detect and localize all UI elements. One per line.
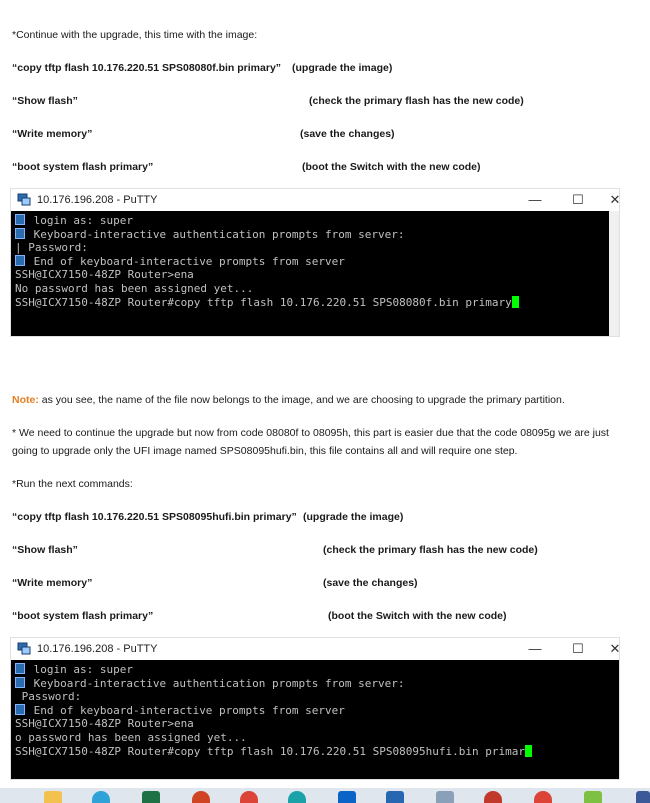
putty-window-1[interactable]: [10, 188, 620, 337]
terminal-scrollbar[interactable]: [609, 211, 619, 336]
note-paragraph: [12, 394, 565, 406]
chrome-icon[interactable]: [240, 791, 258, 803]
putty-icon: [17, 193, 31, 206]
file-explorer-icon[interactable]: [44, 791, 62, 803]
command-description: (boot the Switch with the new code): [328, 610, 507, 622]
terminal-line: Password:: [21, 690, 82, 704]
window-title: 10.176.196.208 - PuTTY: [37, 194, 158, 206]
maximize-button[interactable]: ☐: [572, 192, 584, 207]
putty-small-icon: [15, 214, 25, 225]
terminal-cursor: [525, 745, 532, 757]
command-row: [12, 610, 507, 622]
app-icon[interactable]: [386, 791, 404, 803]
powerpoint-icon[interactable]: [192, 791, 210, 803]
command-description: (upgrade the image): [292, 62, 393, 74]
command-row: [12, 62, 393, 74]
terminal-line: End of keyboard-interactive prompts from server: [15, 704, 615, 718]
terminal-line: login as: super: [15, 214, 615, 228]
paragraph-line-2: going to upgrade only the UFI image named SPS08095hufi.bin, this file contains all and will require one step.: [12, 445, 518, 457]
terminal-screen[interactable]: [11, 211, 619, 336]
terminal-line: o password has been assigned yet...: [15, 730, 247, 744]
terminal-screen[interactable]: [11, 660, 619, 779]
putty-titlebar[interactable]: [11, 638, 619, 660]
app-icon[interactable]: [636, 791, 650, 803]
putty-small-icon: [15, 677, 25, 688]
putty-icon: [17, 642, 31, 655]
putty-small-icon: [15, 663, 25, 674]
terminal-line: | Password:: [15, 241, 88, 255]
command-text: “copy tftp flash 10.176.220.51 SPS08080f.bin primary”: [12, 62, 282, 74]
command-description: (check the primary flash has the new code): [309, 95, 524, 107]
putty-small-icon: [15, 255, 25, 266]
close-button[interactable]: ✕: [609, 641, 621, 656]
command-text: “Write memory”: [12, 577, 93, 589]
remote-desktop-icon[interactable]: [436, 791, 454, 803]
note-label: Note:: [12, 394, 39, 406]
terminal-line: login as: super: [15, 663, 615, 677]
minimize-button[interactable]: —: [528, 641, 542, 656]
command-text: “Show flash”: [12, 544, 78, 556]
command-description: (check the primary flash has the new code): [323, 544, 538, 556]
terminal-line: End of keyboard-interactive prompts from server: [15, 255, 615, 269]
putty-window-2[interactable]: [10, 637, 620, 780]
outlook-icon[interactable]: [338, 791, 356, 803]
maximize-button[interactable]: ☐: [572, 641, 584, 656]
command-description: (save the changes): [323, 577, 418, 589]
excel-icon[interactable]: [142, 791, 160, 803]
command-row: [12, 95, 524, 107]
command-text: “copy tftp flash 10.176.220.51 SPS08095hufi.bin primary”: [12, 511, 297, 523]
command-row: [12, 128, 395, 140]
note-text: as you see, the name of the file now belongs to the image, and we are choosing to upgrade the primary partition.: [38, 394, 565, 406]
command-row: [12, 511, 404, 523]
terminal-line: SSH@ICX7150-48ZP Router>ena: [15, 717, 194, 731]
command-description: (save the changes): [300, 128, 395, 140]
window-title: 10.176.196.208 - PuTTY: [37, 643, 158, 655]
terminal-line: SSH@ICX7150-48ZP Router#copy tftp flash 10.176.220.51 SPS08080f.bin primary: [15, 296, 615, 310]
notepad-icon[interactable]: [584, 791, 602, 803]
intro-text-2: *Run the next commands:: [12, 478, 133, 490]
chrome-icon[interactable]: [534, 791, 552, 803]
command-text: “Write memory”: [12, 128, 93, 140]
terminal-line: SSH@ICX7150-48ZP Router#copy tftp flash 10.176.220.51 SPS08095hufi.bin primar: [15, 745, 615, 759]
command-row: [12, 161, 481, 173]
terminal-cursor: [512, 296, 519, 308]
putty-titlebar[interactable]: [11, 189, 619, 211]
command-description: (boot the Switch with the new code): [302, 161, 481, 173]
terminal-line: Keyboard-interactive authentication prompts from server:: [15, 677, 615, 691]
paragraph-line-1: * We need to continue the upgrade but now from code 08080f to 08095h, this part is easier due that the code 08095g we are just: [12, 427, 609, 439]
command-row: [12, 544, 538, 556]
putty-small-icon: [15, 704, 25, 715]
terminal-line: Keyboard-interactive authentication prompts from server:: [15, 228, 615, 242]
intro-text-1: *Continue with the upgrade, this time with the image:: [12, 29, 258, 41]
browser-icon[interactable]: [288, 791, 306, 803]
close-button[interactable]: ✕: [609, 192, 621, 207]
command-description: (upgrade the image): [303, 511, 404, 523]
terminal-line: No password has been assigned yet...: [15, 281, 254, 295]
taskbar: [0, 788, 650, 803]
terminal-line: SSH@ICX7150-48ZP Router>ena: [15, 268, 194, 282]
edge-browser-icon[interactable]: [92, 791, 110, 803]
app-icon[interactable]: [484, 791, 502, 803]
command-text: “Show flash”: [12, 95, 78, 107]
putty-small-icon: [15, 228, 25, 239]
command-text: “boot system flash primary”: [12, 610, 154, 622]
minimize-button[interactable]: —: [528, 192, 542, 207]
command-row: [12, 577, 418, 589]
command-text: “boot system flash primary”: [12, 161, 154, 173]
